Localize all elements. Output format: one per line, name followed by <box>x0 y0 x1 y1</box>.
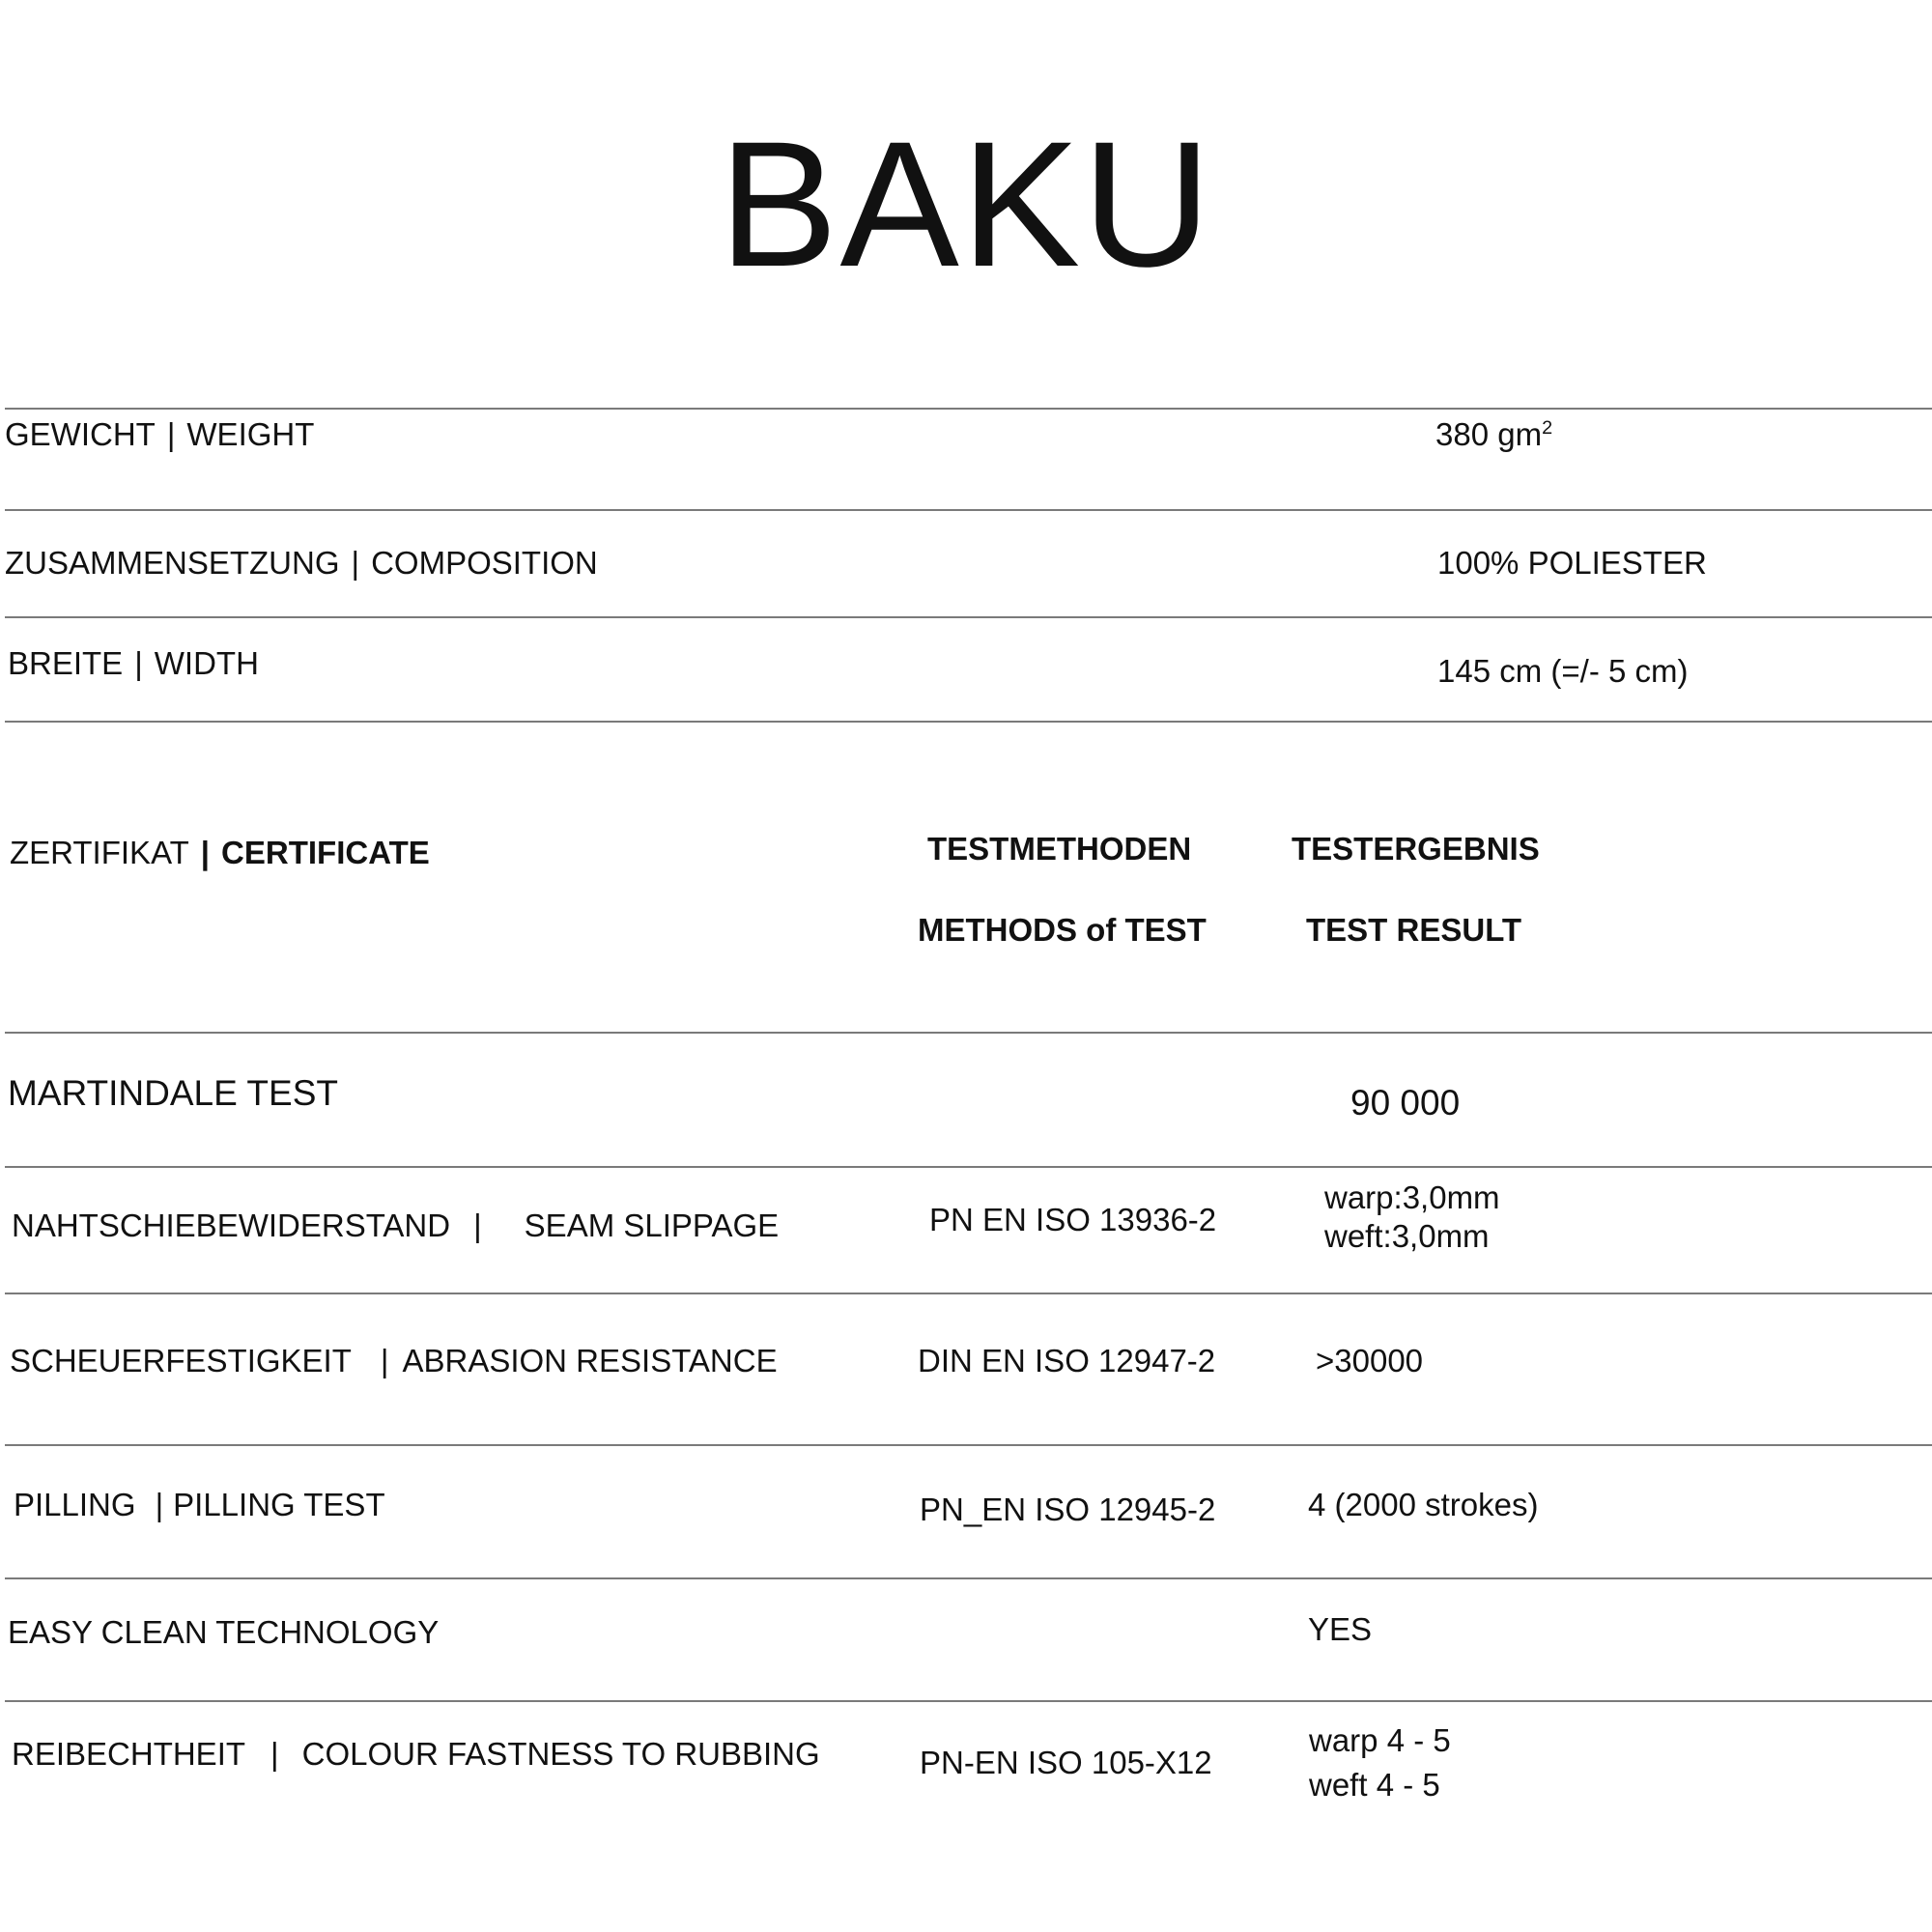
seam-result-weft: weft:3,0mm <box>1324 1218 1490 1254</box>
width-label <box>8 644 259 683</box>
divider <box>5 1293 1932 1294</box>
header-result-en: TEST RESULT <box>1306 912 1522 948</box>
abrasion-label-en: ABRASION RESISTANCE <box>402 1343 778 1378</box>
divider <box>5 408 1932 410</box>
weight-value <box>1435 415 1552 454</box>
abrasion-method: DIN EN ISO 12947-2 <box>918 1343 1216 1378</box>
weight-label-de: GEWICHT <box>5 416 156 452</box>
pilling-label-de: PILLING <box>14 1487 136 1522</box>
pilling-result: 4 (2000 strokes) <box>1308 1487 1539 1522</box>
divider <box>5 1700 1932 1702</box>
easyclean-result: YES <box>1308 1611 1373 1647</box>
seam-label-de: NAHTSCHIEBEWIDERSTAND <box>12 1208 451 1243</box>
weight-label <box>5 415 314 454</box>
abrasion-result: >30000 <box>1316 1343 1424 1378</box>
pilling-label-en: PILLING TEST <box>173 1487 385 1522</box>
divider <box>5 1444 1932 1446</box>
seam-result-warp: warp:3,0mm <box>1324 1179 1500 1215</box>
header-methods-de: TESTMETHODEN <box>927 831 1192 867</box>
header-certificate-en: CERTIFICATE <box>221 835 430 870</box>
composition-label <box>5 544 598 582</box>
separator: | <box>166 416 176 452</box>
weight-label-en: WEIGHT <box>186 416 315 452</box>
rubbing-label-en: COLOUR FASTNESS TO RUBBING <box>301 1736 820 1772</box>
seam-label-en: SEAM SLIPPAGE <box>524 1208 780 1243</box>
rubbing-label <box>12 1735 820 1774</box>
divider <box>5 1032 1932 1034</box>
rubbing-method: PN-EN ISO 105-X12 <box>920 1745 1212 1780</box>
rubbing-result-warp: warp 4 - 5 <box>1309 1722 1451 1758</box>
seam-label <box>12 1207 779 1245</box>
rubbing-label-de: REIBECHTHEIT <box>12 1736 246 1772</box>
header-result-de: TESTERGEBNIS <box>1292 831 1540 867</box>
divider <box>5 616 1932 618</box>
separator: | <box>380 1343 389 1378</box>
divider <box>5 509 1932 511</box>
martindale-result: 90 000 <box>1350 1083 1461 1122</box>
separator: | <box>351 545 360 581</box>
martindale-label: MARTINDALE TEST <box>8 1073 338 1113</box>
composition-label-de: ZUSAMMENSETZUNG <box>5 545 340 581</box>
separator: | <box>134 645 143 681</box>
page-title: BAKU <box>719 105 1213 304</box>
abrasion-label-de: SCHEUERFESTIGKEIT <box>10 1343 352 1378</box>
weight-value-superscript: 2 <box>1542 417 1553 439</box>
divider <box>5 1577 1932 1579</box>
pilling-method: PN_EN ISO 12945-2 <box>920 1492 1216 1527</box>
seam-result <box>1324 1179 1500 1256</box>
separator: | <box>473 1208 482 1243</box>
divider <box>5 1166 1932 1168</box>
easyclean-label: EASY CLEAN TECHNOLOGY <box>8 1614 440 1650</box>
abrasion-label <box>10 1342 778 1380</box>
pilling-label <box>14 1486 385 1524</box>
composition-label-en: COMPOSITION <box>371 545 598 581</box>
header-certificate-de: ZERTIFIKAT <box>10 835 189 870</box>
divider <box>5 721 1932 723</box>
separator: | <box>155 1487 164 1522</box>
seam-method: PN EN ISO 13936-2 <box>929 1202 1217 1237</box>
weight-value-text: 380 gm <box>1435 416 1543 452</box>
width-value: 145 cm (=/- 5 cm) <box>1437 653 1689 689</box>
separator: | <box>200 835 211 870</box>
header-methods-en: METHODS of TEST <box>918 912 1207 948</box>
rubbing-result <box>1309 1719 1451 1807</box>
rubbing-result-weft: weft 4 - 5 <box>1309 1767 1440 1803</box>
separator: | <box>270 1736 279 1772</box>
header-certificate <box>10 834 430 872</box>
width-label-de: BREITE <box>8 645 124 681</box>
composition-value: 100% POLIESTER <box>1437 545 1707 581</box>
width-label-en: WIDTH <box>154 645 259 681</box>
